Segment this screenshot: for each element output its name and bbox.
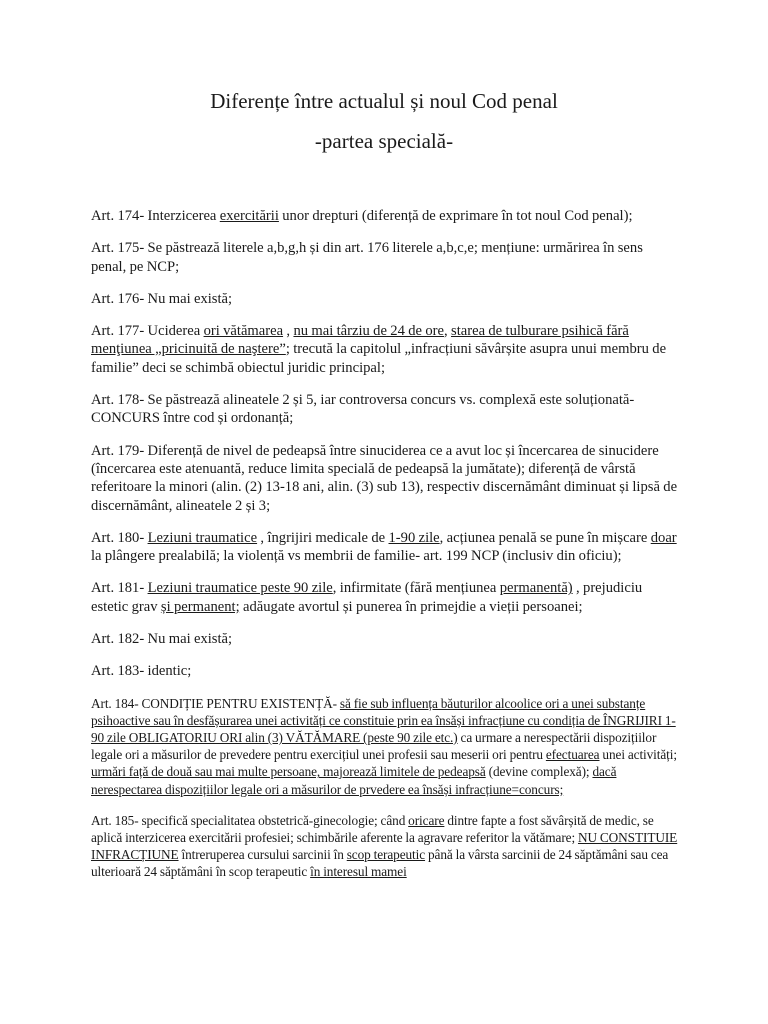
paragraph-text: Art. 177- Uciderea [91,323,204,340]
document-body [91,207,681,895]
underlined-text: Leziuni traumatice peste 90 zile [147,580,333,597]
article-paragraph [91,812,681,881]
underlined-text: Leziuni traumatice [147,529,258,546]
underlined-text: urmări față de două sau mai multe persoane, majorează limitele de pedeapsă [91,764,486,780]
paragraph-text: , [444,323,452,340]
underlined-text: nu mai târziu de 24 de ore [293,323,445,340]
paragraph-text: Art. 175- Se păstrează literele a,b,g,h și din art. 176 literele a,b,c,e; mențiune: urmărirea în sens penal, pe NCP; [91,240,643,275]
paragraph-text: ca urmare a nerespectării dispozițiilor legale ori a măsurilor de prevedere pentru exercițiul unei profesii sau meserii ori pentru [91,730,657,763]
paragraph-text: Art. 176- Nu mai există; [91,290,233,307]
paragraph-text: unei activități; [599,747,677,763]
article-paragraph [91,579,681,616]
paragraph-text: , prejudiciu estetic grav [91,580,643,615]
article-paragraph [91,695,681,798]
article-paragraph [91,207,681,225]
article-paragraph [91,662,681,680]
paragraph-text: unor drepturi (diferență de exprimare în tot noul Cod penal); [278,208,633,224]
paragraph-text: adăugate avortul și punerea în primejdie a vieții persoanei; [239,598,583,615]
underlined-text: starea de tulburare psihică fără menţiunea „pricinuită de naştere” [91,323,629,358]
paragraph-text: Art. 182- Nu mai există; [91,631,233,648]
paragraph-text: până la vârsta sarcinii de 24 săptămâni sau cea ulterioară 24 săptămâni în scop terapeutic [91,847,669,880]
article-paragraph [91,630,681,648]
paragraph-text: , infirmitate (fără mențiunea [332,580,500,597]
article-paragraph [91,322,681,377]
paragraph-text: dintre fapte a fost săvârșită de medic, se aplică interzicerea exercitării profesiei; schimbările aferente la agravare referitor la vătămare; [91,812,654,846]
underlined-text: permanentă) [499,580,573,597]
document-subtitle: -partea specială- [314,129,454,153]
paragraph-text: ; trecută la capitolul „infracțiuni săvârșite asupra unui membru de familie” deci se schimbă obiectul juridic principal; [91,341,667,376]
article-paragraph [91,290,681,308]
paragraph-text: la plângere prealabilă; la violență vs membrii de familie- art. 199 NCP (inclusiv din oficiu); [91,548,622,565]
underlined-text: în interesul mamei [310,864,407,880]
underlined-text: scop terapeutic [346,847,426,863]
document-title: Diferențe între actualul și noul Cod penal [210,89,558,113]
underlined-text: exercitării [219,208,279,224]
article-paragraph [91,391,681,428]
paragraph-text: Art. 181- [91,580,148,597]
paragraph-text: întreruperea cursului sarcinii în [178,847,347,863]
paragraph-text: Art. 179- Diferență de nivel de pedeapsă între sinuciderea ce a avut loc și încercarea de sinucidere (încercarea este atenuantă, reduce limita specială de pedeapsă la jumătate); diferență de vârstă referitoare la minori (alin. (2) 13-18 ani, alin. (3) sub 13), respectiv discernământ diminuat și lipsă de discernământ, alineatele 2 și 3; [91,442,678,514]
underlined-text: dacă nerespectarea dispozițiilor legale ori a măsurilor de prvedere ea însăși infracțiune=concurs; [91,764,617,797]
paragraph-text: , acțiunea penală se pune în mișcare [439,529,651,546]
underlined-text: NU CONSTITUIE INFRACȚIUNE [91,830,678,863]
article-paragraph [91,529,681,566]
paragraph-text: (devine complexă); [485,764,593,780]
underlined-text: ori vătămarea [203,323,284,340]
paragraph-text: , [283,323,294,340]
underlined-text: efectuarea [545,747,600,763]
paragraph-text: Art. 183- identic; [91,663,192,680]
article-paragraph [91,239,681,276]
paragraph-text: Art. 178- Se păstrează alineatele 2 și 5, iar controversa concurs vs. complexă este soluționată- CONCURS între cod și ordonanță; [91,392,635,427]
paragraph-text: Art. 184- CONDIȚIE PENTRU EXISTENȚĂ- [91,695,340,711]
paragraph-text: Art. 180- [91,529,148,546]
paragraph-text: , îngrijiri medicale de [257,529,389,546]
article-paragraph [91,442,681,515]
underlined-text: oricare [408,812,445,828]
underlined-text: să fie sub influența băuturilor alcoolice ori a unei substanțe psihoactive sau în desfășurarea unei activități ce constituie prin ea însăși infracțiune cu condiția de ÎNGRIJIRI 1-90 zile OBLIGATORIU ORI alin (3) VĂTĂMARE (peste 90 zile etc.) [91,695,676,746]
underlined-text: 1-90 zile [388,529,440,546]
underlined-text: și permanent; [160,598,240,615]
underlined-text: doar [650,529,677,546]
paragraph-text: Art. 174- Interzicerea [91,208,220,224]
paragraph-text: Art. 185- specifică specialitatea obstetrică-ginecologie; când [91,812,409,828]
